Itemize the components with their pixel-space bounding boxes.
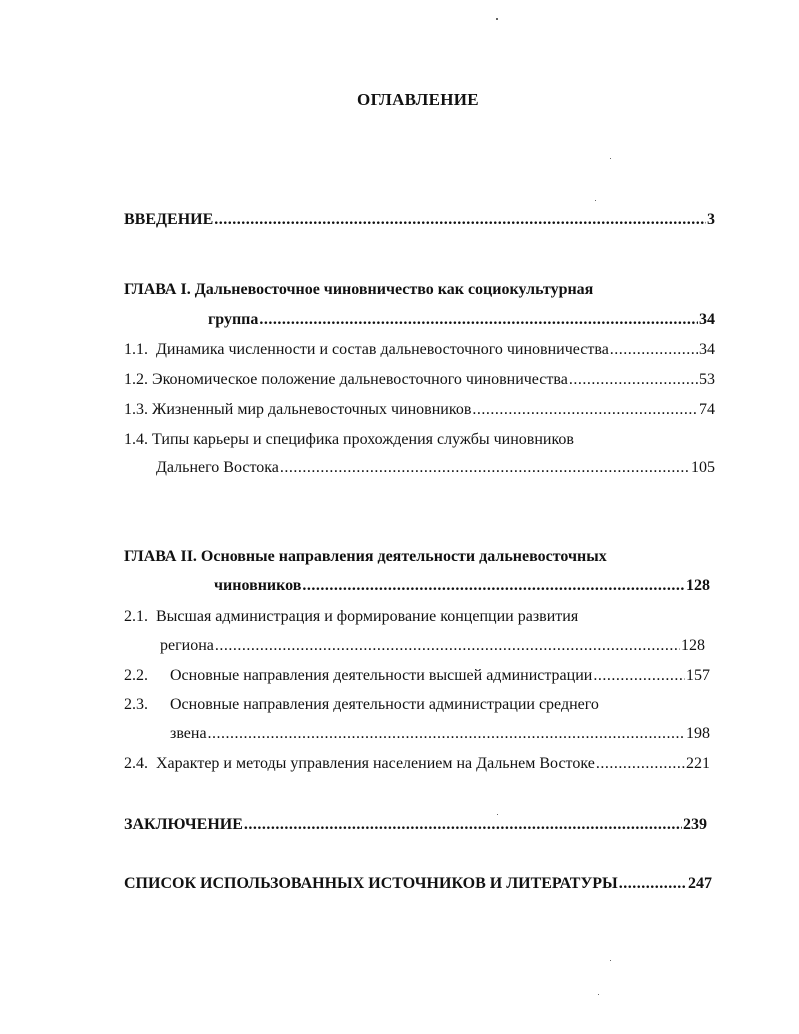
scan-speck xyxy=(598,994,599,995)
toc-entry-1-1 xyxy=(124,340,715,360)
scan-speck xyxy=(497,814,498,815)
chapter2-title-line2: чиновников xyxy=(214,577,302,594)
toc-page-number: 74 xyxy=(699,401,715,418)
toc-entry-label xyxy=(124,400,471,420)
chapter2-title-line1: Основные направления деятельности дальневосточных xyxy=(200,548,607,565)
toc-entry-2-3-line1 xyxy=(124,695,599,715)
section-title: региона xyxy=(160,637,214,654)
dot-leader xyxy=(472,400,698,420)
toc-page-number: 34 xyxy=(699,341,715,358)
dot-leader xyxy=(593,666,685,686)
chapter1-heading xyxy=(124,280,593,300)
section-title: Динамика численности и состав дальневосточного чиновничества xyxy=(156,341,609,358)
toc-page-number: 3 xyxy=(707,211,715,228)
toc-entry-references xyxy=(124,874,712,894)
dot-leader xyxy=(280,458,690,478)
toc-entry-1-4-line1 xyxy=(124,430,574,450)
section-title: Высшая администрация и формирование концепции развития xyxy=(156,608,579,625)
toc-entry-chapter2 xyxy=(214,576,710,596)
toc-entry-chapter1 xyxy=(208,310,715,330)
toc-entry-2-4 xyxy=(124,754,710,774)
toc-entry-label: ВВЕДЕНИЕ xyxy=(124,211,214,228)
chapter1-prefix: ГЛАВА I. xyxy=(124,281,191,298)
toc-entry-label: СПИСОК ИСПОЛЬЗОВАННЫХ ИСТОЧНИКОВ И ЛИТЕРАТУРЫ xyxy=(124,875,618,892)
toc-entry-label xyxy=(124,754,595,774)
page-title: ОГЛАВЛЕНИЕ xyxy=(357,90,479,109)
section-title: Типы карьеры и специфика прохождения службы чиновников xyxy=(152,431,574,448)
section-number: 1.3. xyxy=(124,401,148,418)
dot-leader xyxy=(244,815,682,835)
section-number: 1.1. xyxy=(124,341,148,358)
scan-speck xyxy=(496,18,498,20)
toc-entry-2-1 xyxy=(160,636,705,656)
section-title: звена xyxy=(170,725,207,742)
toc-entry-2-2 xyxy=(124,666,710,686)
section-title: Экономическое положение дальневосточного чиновничества xyxy=(152,371,568,388)
chapter2-prefix: ГЛАВА II. xyxy=(124,548,197,565)
dot-leader xyxy=(214,210,706,230)
toc-entry-2-1-line1 xyxy=(124,607,578,627)
dot-leader xyxy=(619,874,687,894)
toc-page-number: 128 xyxy=(686,577,710,594)
section-title: Дальнего Востока xyxy=(156,459,279,476)
section-title: Основные направления деятельности высшей администрации xyxy=(170,667,593,684)
toc-page-number: 128 xyxy=(681,637,705,654)
scan-speck xyxy=(610,960,611,961)
toc-page-number: 221 xyxy=(686,755,710,772)
toc-page-number: 239 xyxy=(683,816,707,833)
chapter1-title-line1: Дальневосточное чиновничество как социокультурная xyxy=(194,281,594,298)
section-number: 2.3. xyxy=(124,696,148,713)
section-number: 2.1. xyxy=(124,608,148,625)
toc-entry-1-4 xyxy=(156,458,715,478)
dot-leader xyxy=(596,754,685,774)
dot-leader xyxy=(208,724,685,744)
dot-leader xyxy=(610,340,698,360)
toc-entry-label xyxy=(124,666,592,686)
toc-entry-2-3 xyxy=(170,724,710,744)
toc-entry-1-3 xyxy=(124,400,715,420)
toc-page-number: 247 xyxy=(688,875,712,892)
section-title: Жизненный мир дальневосточных чиновников xyxy=(152,401,472,418)
toc-page-number: 157 xyxy=(686,667,710,684)
section-title: Основные направления деятельности администрации среднего xyxy=(170,696,599,713)
section-number: 1.2. xyxy=(124,371,148,388)
toc-entry-conclusion xyxy=(124,815,707,835)
toc-page-number: 34 xyxy=(699,311,715,328)
section-title: Характер и методы управления населением на Дальнем Востоке xyxy=(156,755,595,772)
toc-entry-1-2 xyxy=(124,370,715,390)
toc-entry-label xyxy=(124,340,609,360)
scan-speck xyxy=(610,158,611,159)
toc-page-number: 105 xyxy=(691,459,715,476)
chapter2-heading xyxy=(124,547,607,567)
toc-entry-introduction xyxy=(124,210,715,230)
toc-entry-label: ЗАКЛЮЧЕНИЕ xyxy=(124,816,243,833)
dot-leader xyxy=(259,310,698,330)
toc-page-number: 53 xyxy=(699,371,715,388)
section-number: 2.4. xyxy=(124,755,148,772)
toc-entry-label xyxy=(124,370,568,390)
dot-leader xyxy=(569,370,698,390)
section-number: 2.2. xyxy=(124,667,148,684)
dot-leader xyxy=(215,636,680,656)
section-number: 1.4. xyxy=(124,431,148,448)
scan-speck xyxy=(595,200,596,201)
toc-page-number: 198 xyxy=(686,725,710,742)
chapter1-title-line2: группа xyxy=(208,311,259,328)
dot-leader xyxy=(302,576,685,596)
